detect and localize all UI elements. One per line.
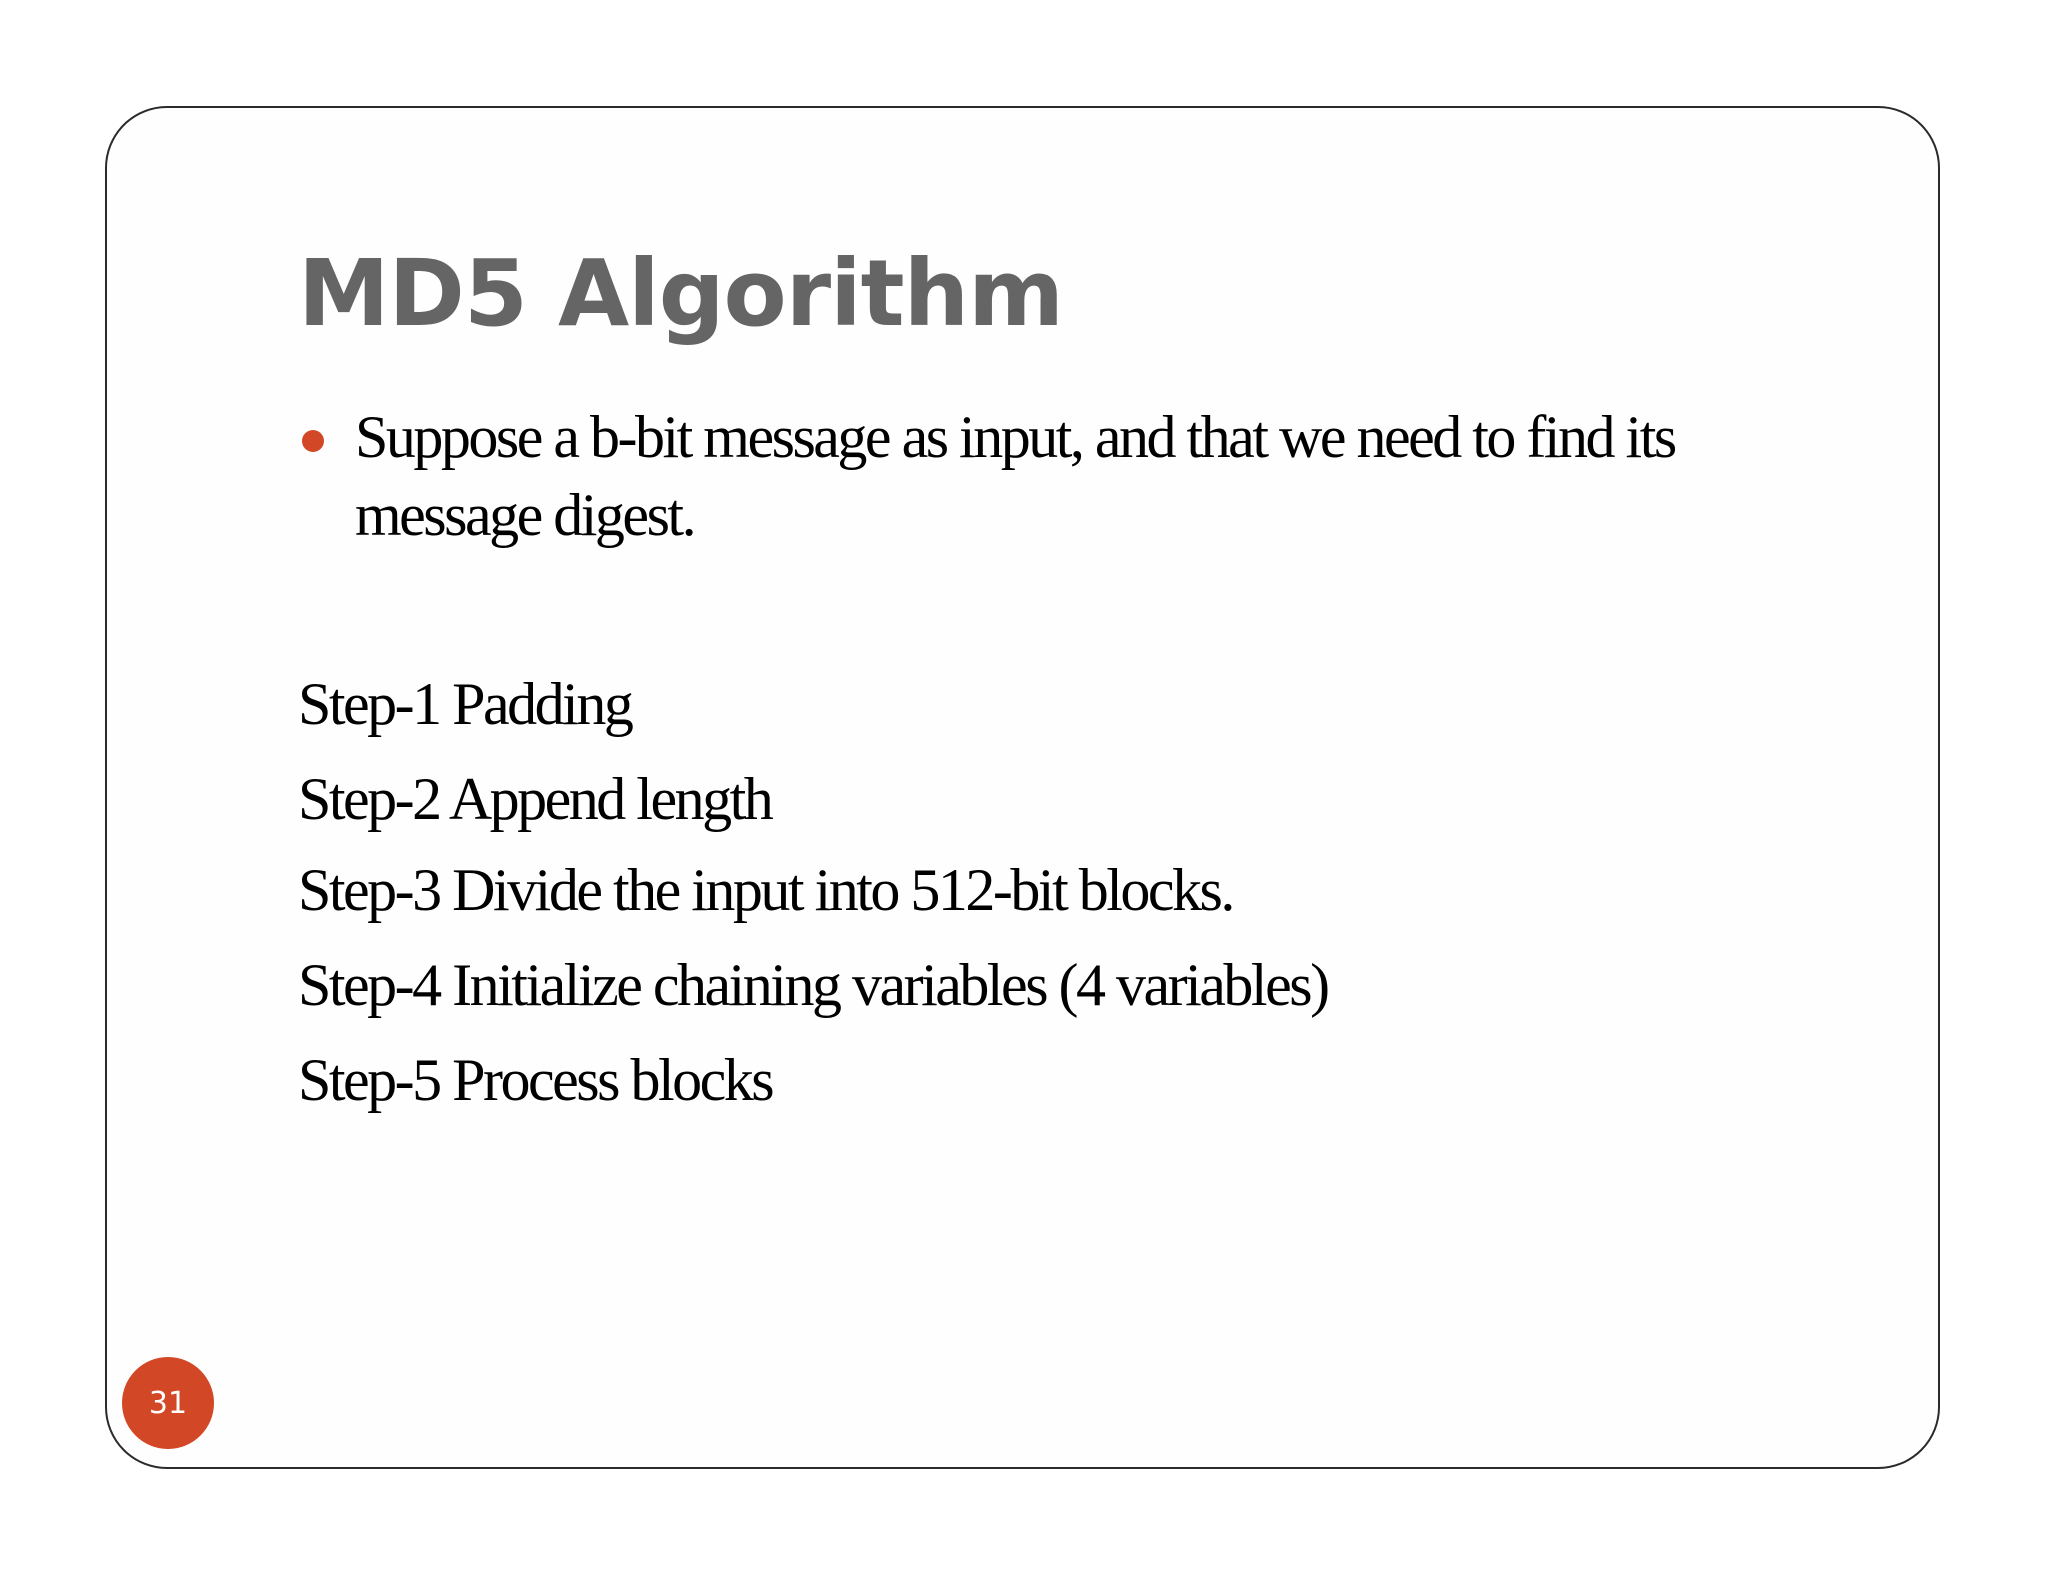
bullet-icon: [302, 430, 324, 452]
page-number-badge: [122, 1357, 214, 1449]
bullet-text: Suppose a b-bit message as input, and that we need to find its message digest.: [355, 404, 1675, 548]
step-5-text: Step-5 Process blocks: [298, 1047, 773, 1113]
step-2-text: Step-2 Append length: [298, 766, 772, 832]
slide-title: MD5 Algorithm: [298, 240, 1064, 347]
step-1-text: Step-1 Padding: [298, 671, 632, 737]
page-number: 31: [148, 1385, 188, 1421]
step-3-text: Step-3 Divide the input into 512-bit blocks.: [298, 857, 1233, 923]
step-4-text: Step-4 Initialize chaining variables (4 variables): [298, 952, 1328, 1018]
bullet-item: [298, 398, 1858, 554]
